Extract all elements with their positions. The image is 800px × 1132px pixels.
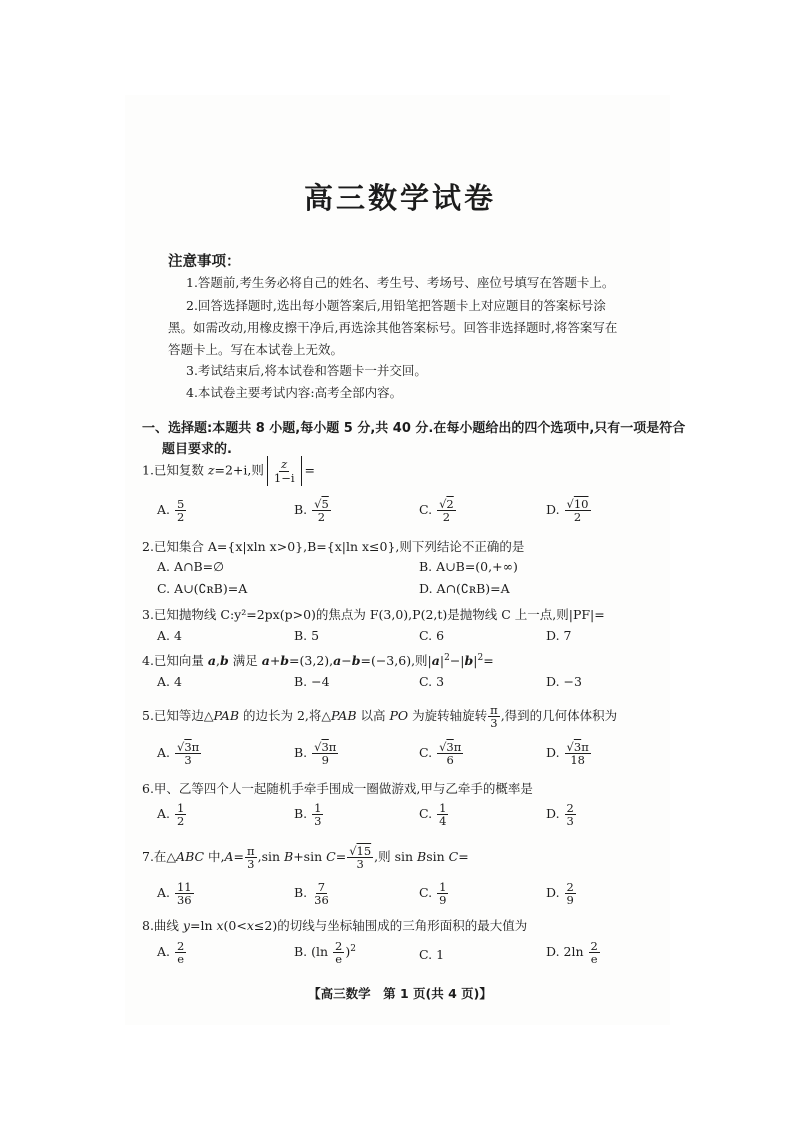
question-6-stem: 6.甲、乙等四个人一起随机手牵手围成一圈做游戏,甲与乙牵手的概率是 [142, 781, 533, 796]
question-8-stem: 8.曲线 y=ln x(0<x≤2)的切线与坐标轴围成的三角形面积的最大值为 [142, 918, 528, 933]
question-7-option-c: C. $\frac{1}{9}$ [419, 880, 447, 908]
page-title: 高三数学试卷 [303, 181, 496, 215]
question-5-stem: 5.已知等边△PAB 的边长为 2,将△PAB 以高 PO 为旋转轴旋转 $\frac{\pi}{3}$ ,得到的几何体体积为 [142, 703, 618, 731]
notice-item: 1.答题前,考生务必将自己的姓名、考生号、考场号、座位号填写在答题卡上。 [186, 275, 615, 290]
question-4-stem: 4.已知向量 a,b 满足 a+b=(3,2),a−b=(−3,6),则$|a|^2-|b|^2=$ [142, 652, 494, 668]
question-4-option-a: A. 4 [157, 674, 182, 689]
question-1-option-a: A. $\frac{5}{2}$ [157, 497, 185, 525]
question-2-option-d: D. A∩(∁ʀB)=A [419, 581, 510, 596]
question-6-option-c: C. $\frac{1}{4}$ [419, 801, 447, 829]
question-3-option-b: B. 5 [294, 628, 320, 643]
question-7-option-a: A. $\frac{11}{36}$ [157, 880, 192, 908]
question-3-stem: 3.已知抛物线 C:y²=2px(p>0)的焦点为 F(3,0),P(2,t)是抛物线 C 上一点,则|PF|= [142, 607, 605, 622]
question-5-option-a: A. $\frac{√3\pi}{3}$ [157, 740, 200, 768]
question-2-stem: 2.已知集合 A={x|xln x>0},B={x|ln x≤0},则下列结论不正确的是 [142, 539, 525, 554]
question-8-option-d: D. 2ln $\frac{2}{e}$ [546, 939, 598, 967]
question-1-stem: 1.已知复数 z=2+i,则 $\frac{z}{1-i}$ = [142, 457, 315, 485]
notice-item: 2.回答选择题时,选出每小题答案后,用铅笔把答题卡上对应题目的答案标号涂 [186, 298, 606, 313]
question-1-option-c: C. $\frac{√2}{2}$ [419, 497, 454, 525]
question-8-option-c: C. 1 [419, 947, 445, 962]
question-4-option-d: D. −3 [546, 674, 582, 689]
question-1-option-d: D. $\frac{√10}{2}$ [546, 497, 589, 525]
page-footer: 【高三数学 第 1 页(共 4 页)】 [308, 986, 492, 1001]
question-4-option-b: B. −4 [294, 674, 330, 689]
question-8-option-b: B. (ln $\frac{2}{e}$ )$^2$ [294, 939, 356, 967]
question-6-option-b: B. $\frac{1}{3}$ [294, 801, 322, 829]
question-7-option-b: B. $\frac{7}{36}$ [294, 880, 329, 908]
question-2-option-b: B. A∪B=(0,+∞) [419, 559, 518, 574]
question-5-option-c: C. $\frac{√3\pi}{6}$ [419, 740, 462, 768]
question-3-option-d: D. 7 [546, 628, 572, 643]
question-3-option-a: A. 4 [157, 628, 182, 643]
question-1-option-b: B. $\frac{√5}{2}$ [294, 497, 329, 525]
question-3-option-c: C. 6 [419, 628, 445, 643]
notice-item: 答题卡上。写在本试卷上无效。 [168, 342, 344, 357]
question-7-option-d: D. $\frac{2}{9}$ [546, 880, 574, 908]
question-5-option-b: B. $\frac{√3\pi}{9}$ [294, 740, 337, 768]
notice-item: 黑。如需改动,用橡皮擦干净后,再选涂其他答案标号。回答非选择题时,将答案写在 [168, 320, 618, 335]
section-heading-line1: 一、选择题:本题共 8 小题,每小题 5 分,共 40 分.在每小题给出的四个选项中,只有一项是符合 [142, 421, 686, 436]
notice-heading: 注意事项： [168, 254, 241, 270]
question-7-stem: 7.在△ABC 中,A= $\frac{\pi}{3}$ ,sin B+sin C= $\frac{√15}{3}$ ,则 sin Bsin C= [142, 844, 469, 872]
question-6-option-d: D. $\frac{2}{3}$ [546, 801, 574, 829]
question-5-option-d: D. $\frac{√3\pi}{18}$ [546, 740, 589, 768]
notice-item: 3.考试结束后,将本试卷和答题卡一并交回。 [186, 363, 427, 378]
question-6-option-a: A. $\frac{1}{2}$ [157, 801, 185, 829]
question-4-option-c: C. 3 [419, 674, 445, 689]
question-2-option-c: C. A∪(∁ʀB)=A [157, 581, 248, 596]
question-8-option-a: A. $\frac{2}{e}$ [157, 939, 185, 967]
section-heading-line2: 题目要求的. [162, 442, 232, 457]
notice-item: 4.本试卷主要考试内容:高考全部内容。 [186, 385, 403, 400]
question-2-option-a: A. A∩B=∅ [157, 559, 225, 574]
